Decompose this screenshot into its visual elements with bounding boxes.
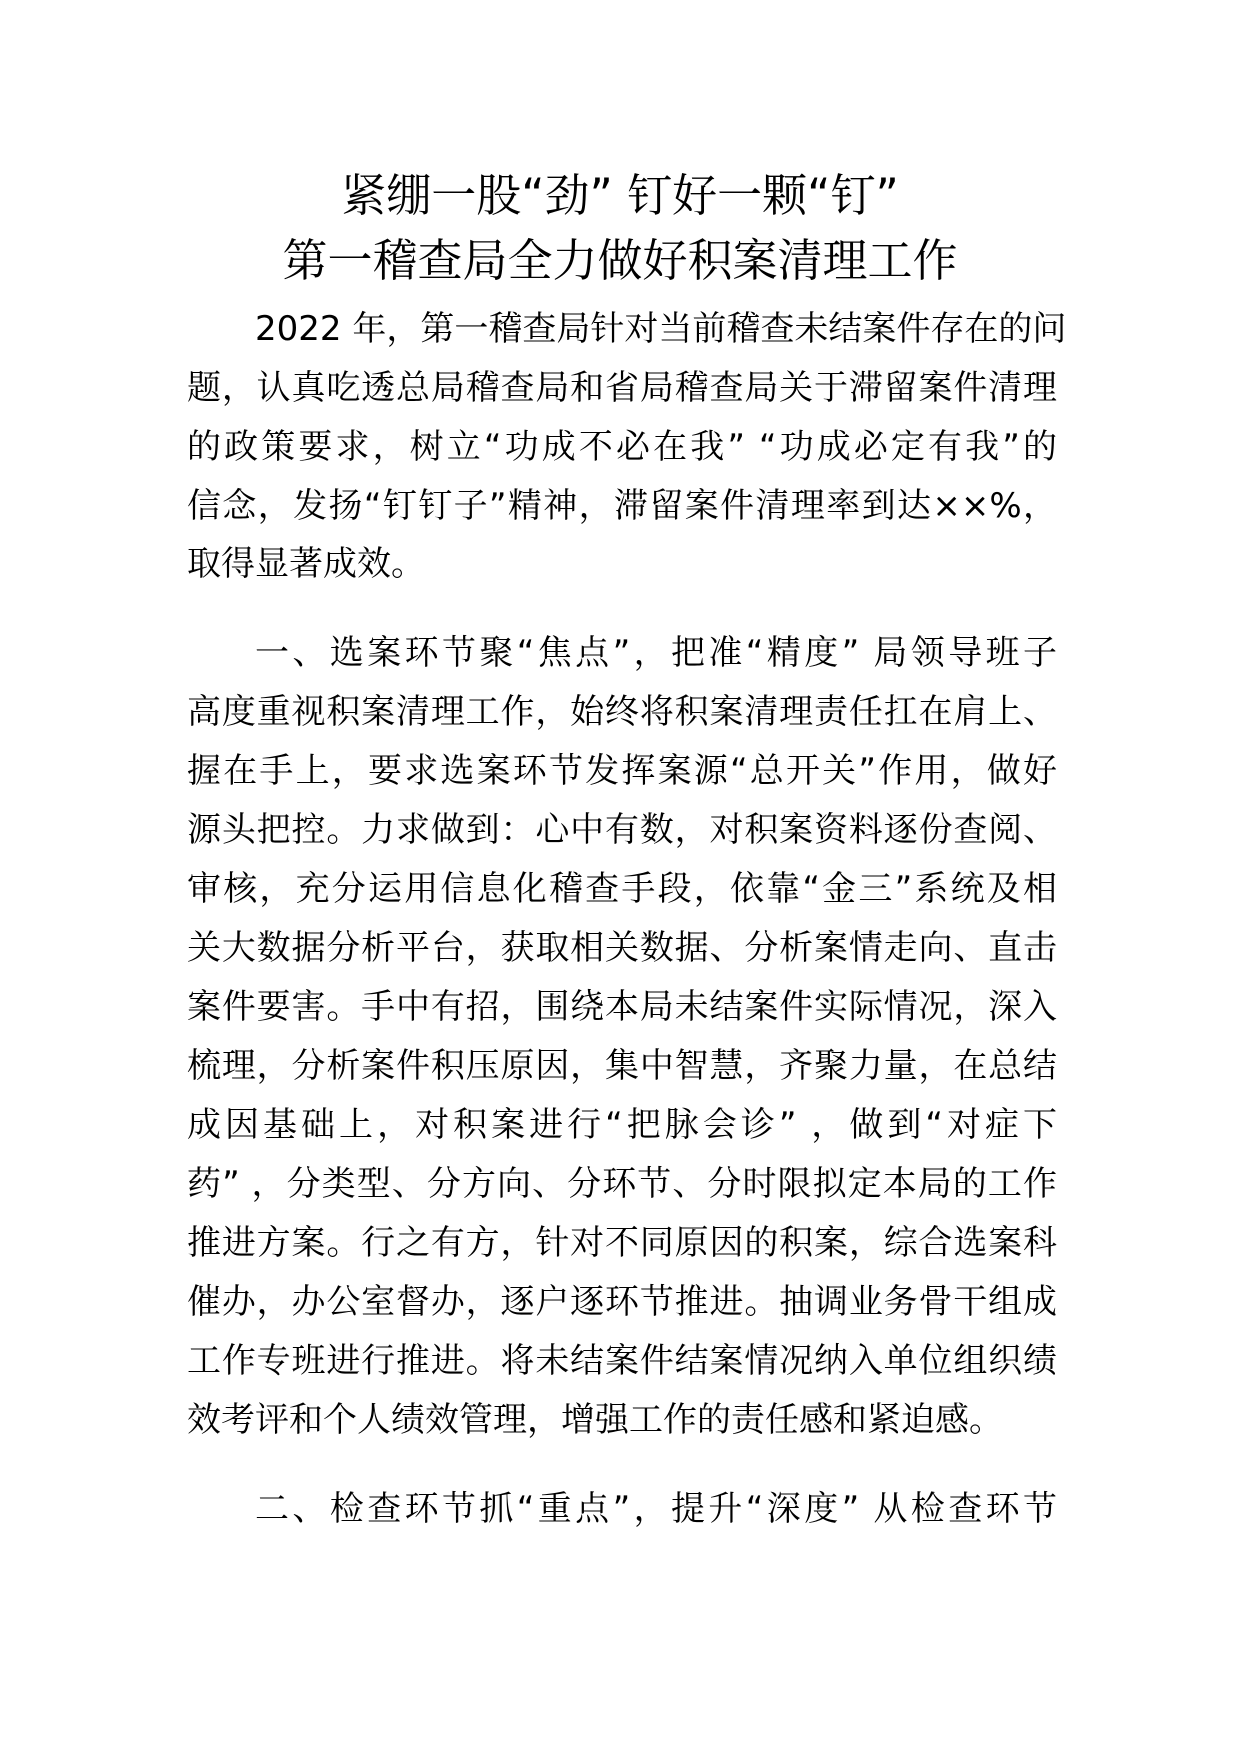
paragraph-line: 药” ，分类型、分方向、分环节、分时限拟定本局的工作 <box>187 1164 1057 1204</box>
paragraph-line: 握在手上，要求选案环节发挥案源“总开关”作用，做好 <box>187 751 1057 791</box>
paragraph-line: 关大数据分析平台，获取相关数据、分析案情走向、直击 <box>187 928 1057 968</box>
document-subtitle: 第一稽查局全力做好积案清理工作 <box>282 234 958 287</box>
paragraph-line: 2022 年，第一稽查局针对当前稽查未结案件存在的问 <box>255 309 1067 349</box>
paragraph-line: 的政策要求，树立“功成不必在我” “功成必定有我”的 <box>187 427 1057 467</box>
paragraph-line: 取得显著成效。 <box>187 544 425 584</box>
paragraph-line: 审核，充分运用信息化稽查手段，依靠“金三”系统及相 <box>187 869 1057 909</box>
paragraph-line: 效考评和个人绩效管理，增强工作的责任感和紧迫感。 <box>187 1400 1003 1440</box>
document-title: 紧绷一股“劲” 钉好一颗“钉” <box>341 169 899 222</box>
section-heading-line: 二、检查环节抓“重点”，提升“深度” 从检查环节 <box>255 1489 1057 1529</box>
paragraph-line: 催办，办公室督办，逐户逐环节推进。抽调业务骨干组成 <box>187 1282 1057 1322</box>
paragraph-line: 信念，发扬“钉钉子”精神，滞留案件清理率到达××%， <box>187 486 1057 526</box>
paragraph-line: 题，认真吃透总局稽查局和省局稽查局关于滞留案件清理 <box>187 368 1057 408</box>
section-heading-line: 一、选案环节聚“焦点”，把准“精度” 局领导班子 <box>255 633 1057 673</box>
paragraph-line: 梳理，分析案件积压原因，集中智慧，齐聚力量，在总结 <box>187 1046 1057 1086</box>
paragraph-line: 工作专班进行推进。将未结案件结案情况纳入单位组织绩 <box>187 1341 1057 1381</box>
paragraph-line: 案件要害。手中有招，围绕本局未结案件实际情况，深入 <box>187 987 1057 1027</box>
paragraph-line: 高度重视积案清理工作，始终将积案清理责任扛在肩上、 <box>187 692 1057 732</box>
paragraph-line: 成因基础上，对积案进行“把脉会诊” ，做到“对症下 <box>187 1105 1057 1145</box>
paragraph-line: 推进方案。行之有方，针对不同原因的积案，综合选案科 <box>187 1223 1057 1263</box>
paragraph-line: 源头把控。力求做到：心中有数，对积案资料逐份查阅、 <box>187 810 1057 850</box>
